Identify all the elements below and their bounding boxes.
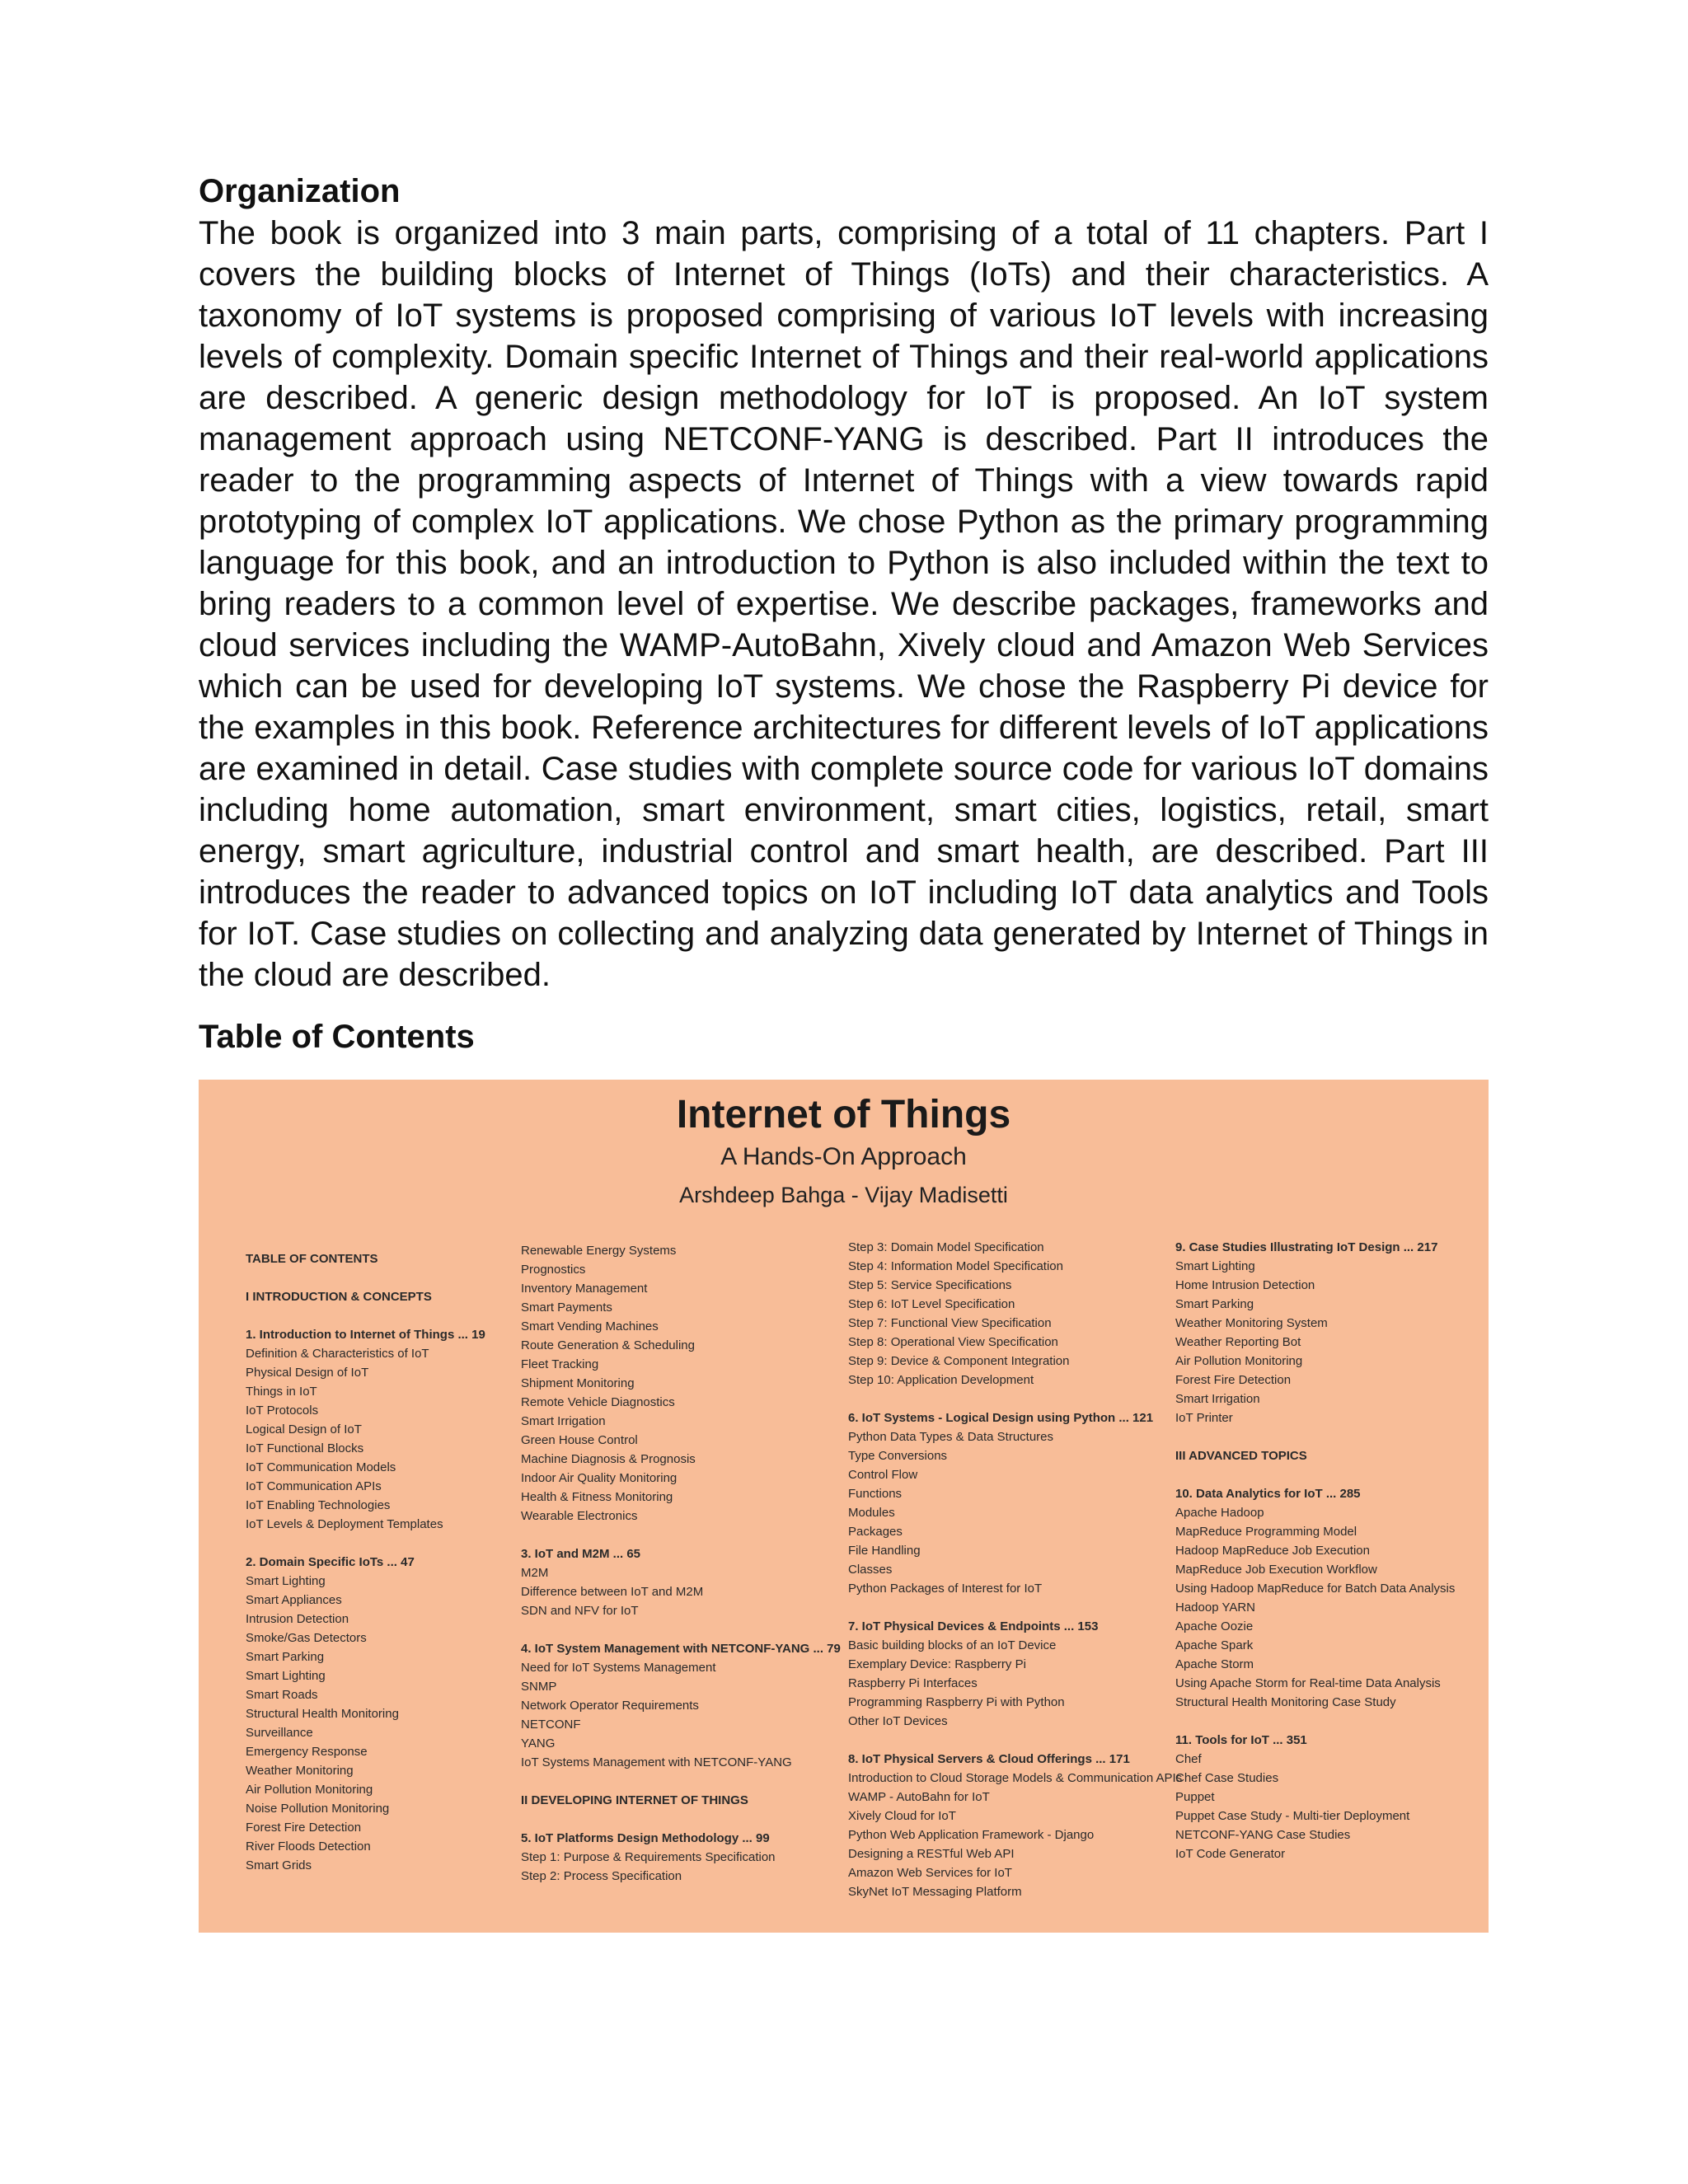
toc-entry: Smart Parking [246,1650,325,1664]
toc-section-heading: 4. IoT System Management with NETCONF-YANG ... 79 [521,1642,841,1656]
book-authors: Arshdeep Bahga - Vijay Madisetti [679,1183,1008,1207]
toc-entry: Surveillance [246,1726,313,1740]
book-subtitle: A Hands-On Approach [720,1143,967,1170]
toc-entry: Weather Monitoring [246,1764,354,1778]
toc-entry: IoT Communication APIs [246,1479,382,1493]
toc-entry: SkyNet IoT Messaging Platform [848,1885,1022,1899]
toc-entry: Hadoop YARN [1175,1601,1256,1615]
toc-entry: Python Web Application Framework - Django [848,1828,1095,1842]
toc-entry: Step 9: Device & Component Integration [848,1354,1070,1368]
toc-section-heading: 10. Data Analytics for IoT ... 285 [1175,1487,1361,1501]
toc-entry: River Floods Detection [246,1840,371,1854]
toc-entry: Using Apache Storm for Real-time Data Analysis [1175,1676,1441,1690]
toc-entry: Smart Appliances [246,1593,342,1607]
toc-entry: Modules [848,1506,895,1520]
toc-entry: Smart Vending Machines [521,1319,659,1333]
toc-entry: Type Conversions [848,1449,948,1463]
toc-entry: Step 2: Process Specification [521,1869,682,1883]
toc-entry: NETCONF-YANG Case Studies [1175,1828,1351,1842]
toc-entry: IoT Functional Blocks [246,1441,364,1455]
toc-entry: Structural Health Monitoring [246,1707,399,1721]
toc-entry: Apache Hadoop [1175,1506,1264,1520]
toc-entry: Step 7: Functional View Specification [848,1316,1052,1330]
toc-entry: Step 3: Domain Model Specification [848,1240,1044,1254]
toc-entry: Network Operator Requirements [521,1699,699,1713]
organization-heading: Organization [199,173,401,209]
toc-entry: IoT Systems Management with NETCONF-YANG [521,1755,792,1769]
toc-section-heading: 6. IoT Systems - Logical Design using Python ... 121 [848,1411,1154,1425]
toc-section-heading: 9. Case Studies Illustrating IoT Design ... 217 [1175,1240,1438,1254]
toc-entry: Python Packages of Interest for IoT [848,1582,1043,1596]
toc-section-heading: II DEVELOPING INTERNET OF THINGS [521,1793,748,1807]
toc-section-heading: III ADVANCED TOPICS [1175,1449,1307,1463]
toc-entry: Air Pollution Monitoring [1175,1354,1303,1368]
toc-entry: Programming Raspberry Pi with Python [848,1695,1065,1709]
toc-entry: Packages [848,1525,903,1539]
toc-entry: Step 1: Purpose & Requirements Specification [521,1850,776,1864]
toc-entry: IoT Levels & Deployment Templates [246,1517,443,1531]
toc-entry: Weather Monitoring System [1175,1316,1328,1330]
toc-entry: Need for IoT Systems Management [521,1661,716,1675]
toc-entry: Air Pollution Monitoring [246,1783,373,1797]
toc-entry: Chef [1175,1752,1202,1766]
toc-entry: Physical Design of IoT [246,1366,369,1380]
toc-entry: IoT Enabling Technologies [246,1498,391,1512]
toc-entry: Forest Fire Detection [1175,1373,1292,1387]
toc-entry: Things in IoT [246,1385,317,1399]
toc-entry: Basic building blocks of an IoT Device [848,1638,1057,1652]
toc-entry: Inventory Management [521,1282,648,1296]
toc-entry: Control Flow [848,1468,918,1482]
toc-section-heading: 2. Domain Specific IoTs ... 47 [246,1555,415,1569]
toc-entry: Emergency Response [246,1745,368,1759]
toc-entry: Chef Case Studies [1175,1771,1279,1785]
toc-entry: File Handling [848,1544,921,1558]
toc-section-heading: 3. IoT and M2M ... 65 [521,1547,641,1561]
toc-column-1 [246,1249,559,1875]
toc-section-heading: TABLE OF CONTENTS [246,1252,378,1266]
toc-entry: WAMP - AutoBahn for IoT [848,1790,990,1804]
toc-section-heading: 8. IoT Physical Servers & Cloud Offerings ... 171 [848,1752,1130,1766]
toc-section-heading: 11. Tools for IoT ... 351 [1175,1733,1307,1747]
toc-entry: Shipment Monitoring [521,1376,635,1390]
toc-entry: Smart Lighting [246,1574,326,1588]
toc-entry: Step 5: Service Specifications [848,1278,1012,1292]
toc-entry: Other IoT Devices [848,1714,948,1728]
toc-entry: Intrusion Detection [246,1612,349,1626]
toc-entry: Logical Design of IoT [246,1422,362,1436]
toc-entry: Structural Health Monitoring Case Study [1175,1695,1396,1709]
toc-entry: Apache Oozie [1175,1619,1254,1633]
toc-section-heading: 5. IoT Platforms Design Methodology ... 99 [521,1831,770,1845]
toc-entry: Apache Storm [1175,1657,1254,1671]
toc-entry: Weather Reporting Bot [1175,1335,1301,1349]
toc-entry: M2M [521,1566,549,1580]
table-of-contents-image [199,1080,1489,1933]
toc-entry: Definition & Characteristics of IoT [246,1347,429,1361]
toc-entry: Xively Cloud for IoT [848,1809,956,1823]
toc-entry: Hadoop MapReduce Job Execution [1175,1544,1370,1558]
toc-entry: IoT Protocols [246,1404,319,1418]
toc-entry: Wearable Electronics [521,1509,638,1523]
toc-entry: Noise Pollution Monitoring [246,1802,390,1816]
toc-column-3 [848,1238,1183,1901]
toc-entry: Smart Parking [1175,1297,1254,1311]
toc-entry: Amazon Web Services for IoT [848,1866,1012,1880]
toc-entry: Machine Diagnosis & Prognosis [521,1452,696,1466]
book-title: Internet of Things [676,1093,1011,1137]
toc-entry: Designing a RESTful Web API [848,1847,1015,1861]
toc-entry: IoT Communication Models [246,1460,396,1474]
toc-heading: Table of Contents [199,1019,475,1055]
toc-entry: Smart Grids [246,1858,312,1872]
toc-entry: Smart Payments [521,1301,612,1315]
toc-section-heading: 1. Introduction to Internet of Things ... 19 [246,1328,485,1342]
toc-entry: Step 10: Application Development [848,1373,1034,1387]
toc-entry: Classes [848,1563,893,1577]
toc-entry: Smart Irrigation [1175,1392,1260,1406]
toc-entry: Smoke/Gas Detectors [246,1631,367,1645]
toc-entry: SNMP [521,1680,557,1694]
organization-paragraph: The book is organized into 3 main parts, comprising of a total of 11 chapters. Part I covers the building blocks of Internet of Things (IoTs) and their characteristics. A taxonomy of IoT systems is proposed comprising of various IoT levels with increasing levels of complexity. Domain specific Internet of Things and their real-world applications are described. A generic design methodology for IoT is proposed. An IoT system management approach using NETCONF-YANG is described. Part II introduces the reader to the programming aspects of Internet of Things with a view towards rapid prototyping of complex IoT applications. We chose Python as the primary programming language for this book, and an introduction to Python is also included within the text to bring readers to a common level of expertise. We describe packages, frameworks and cloud services including the WAMP-AutoBahn, Xively cloud and Amazon Web Services which can be used for developing IoT systems. We chose the Raspberry Pi device for the examples in this book. Reference architectures for different levels of IoT applications are examined in detail. Case studies with complete source code for various IoT domains including home automation, smart environment, smart cities, logistics, retail, smart energy, smart agriculture, industrial control and smart health, are described. Part III introduces the reader to advanced topics on IoT including IoT data analytics and Tools for IoT. Case studies on collecting and analyzing data generated by Internet of Things in the cloud are described. [199,215,1489,993]
toc-entry: Functions [848,1487,903,1501]
toc-entry: Exemplary Device: Raspberry Pi [848,1657,1026,1671]
toc-column-2 [521,1241,841,1886]
toc-column-4 [1175,1238,1489,1863]
toc-entry: Puppet Case Study - Multi-tier Deployment [1175,1809,1410,1823]
toc-entry: Indoor Air Quality Monitoring [521,1471,678,1485]
toc-entry: MapReduce Job Execution Workflow [1175,1563,1377,1577]
toc-entry: Green House Control [521,1433,638,1447]
toc-entry: Raspberry Pi Interfaces [848,1676,978,1690]
toc-entry: Smart Roads [246,1688,318,1702]
toc-section-heading: I INTRODUCTION & CONCEPTS [246,1290,432,1304]
toc-entry: Health & Fitness Monitoring [521,1490,673,1504]
toc-section-heading: 7. IoT Physical Devices & Endpoints ... 153 [848,1619,1099,1633]
toc-entry: IoT Code Generator [1175,1847,1286,1861]
toc-entry: Home Intrusion Detection [1175,1278,1315,1292]
toc-entry: Forest Fire Detection [246,1821,362,1835]
toc-entry: Step 6: IoT Level Specification [848,1297,1015,1311]
toc-entry: YANG [521,1736,556,1750]
toc-entry: Smart Irrigation [521,1414,606,1428]
toc-entry: Using Hadoop MapReduce for Batch Data Analysis [1175,1582,1456,1596]
toc-entry: Step 8: Operational View Specification [848,1335,1058,1349]
toc-entry: MapReduce Programming Model [1175,1525,1357,1539]
toc-entry: NETCONF [521,1718,581,1732]
toc-entry: Step 4: Information Model Specification [848,1259,1063,1273]
toc-entry: IoT Printer [1175,1411,1233,1425]
toc-entry: Python Data Types & Data Structures [848,1430,1054,1444]
toc-entry: SDN and NFV for IoT [521,1604,639,1618]
toc-entry: Remote Vehicle Diagnostics [521,1395,675,1409]
toc-entry: Difference between IoT and M2M [521,1585,704,1599]
toc-entry: Route Generation & Scheduling [521,1338,695,1352]
toc-entry: Prognostics [521,1263,586,1277]
toc-entry: Apache Spark [1175,1638,1254,1652]
toc-entry: Smart Lighting [1175,1259,1255,1273]
toc-entry: Smart Lighting [246,1669,326,1683]
toc-entry: Puppet [1175,1790,1215,1804]
toc-entry: Fleet Tracking [521,1357,599,1371]
toc-entry: Introduction to Cloud Storage Models & Communication APIs [848,1771,1183,1785]
toc-entry: Renewable Energy Systems [521,1244,677,1258]
